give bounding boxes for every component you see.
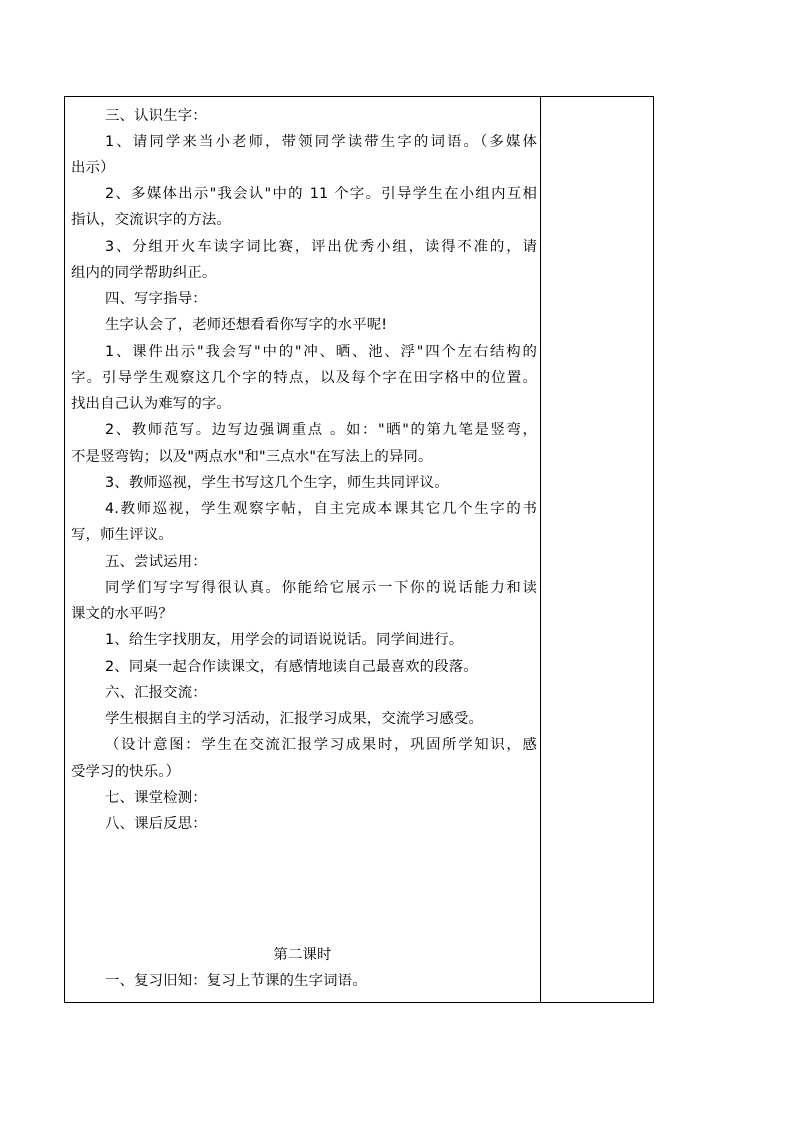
- lesson-content-cell: [65, 97, 540, 1002]
- heading-class-test: 七、课堂检测：: [105, 790, 207, 806]
- text-line: 生字认会了，老师还想看看你写字的水平呢!: [105, 317, 388, 333]
- heading-writing-guidance: 四、写字指导：: [105, 291, 207, 307]
- text-line: 2、多媒体出示"我会认"中的 11 个字。引导学生在小组内互相: [105, 186, 537, 202]
- heading-report-exchange: 六、汇报交流：: [105, 685, 207, 701]
- notes-cell: [541, 97, 653, 1002]
- text-line: 组内的同学帮助纠正。: [71, 265, 217, 281]
- heading-reflection: 八、课后反思：: [105, 816, 207, 832]
- text-line: 出示）: [71, 160, 115, 176]
- text-line: 不是竖弯钩；以及"两点水"和"三点水"在写法上的异同。: [71, 449, 433, 465]
- text-line: 一、复习旧知：复习上节课的生字词语。: [105, 973, 367, 989]
- text-line: 1、请同学来当小老师，带领同学读带生字的词语。（多媒体: [105, 134, 537, 150]
- text-line: 同学们写字写得很认真。你能给它展示一下你的说话能力和读: [105, 580, 537, 596]
- section-title-second-lesson: 第二课时: [273, 947, 332, 963]
- text-line: 3、教师巡视，学生书写这几个生字，师生共同评议。: [105, 475, 449, 491]
- text-line: 学生根据自主的学习活动，汇报学习成果，交流学习感受。: [105, 711, 484, 727]
- text-line: 2、同桌一起合作读课文，有感情地读自己最喜欢的段落。: [105, 659, 478, 675]
- text-line: 4.教师巡视，学生观察字帖，自主完成本课其它几个生字的书: [105, 501, 537, 517]
- text-line: 指认，交流识字的方法。: [71, 212, 231, 228]
- heading-recognize-characters: 三、认识生字：: [105, 108, 207, 124]
- text-line: 3、分组开火车读字词比赛，评出优秀小组，读得不准的，请: [105, 239, 537, 255]
- text-line: （设计意图：学生在交流汇报学习成果时，巩固所学知识，感: [105, 737, 537, 753]
- lesson-plan-table: [64, 96, 654, 1003]
- text-line: 1、给生字找朋友，用学会的词语说说话。同学间进行。: [105, 632, 464, 648]
- text-line: 2、教师范写。边写边强调重点 。如："晒"的第九笔是竖弯，: [105, 422, 537, 438]
- text-line: 找出自己认为难写的字。: [71, 396, 231, 412]
- heading-try-applying: 五、尝试运用：: [105, 554, 207, 570]
- text-line: 写，师生评议。: [71, 527, 173, 543]
- text-line: 1、课件出示"我会写"中的"冲、晒、池、浮"四个左右结构的: [105, 344, 537, 360]
- text-line: 字。引导学生观察这几个字的特点，以及每个字在田字格中的位置。: [71, 370, 537, 386]
- text-line: 受学习的快乐。）: [71, 764, 181, 780]
- text-line: 课文的水平吗？: [71, 606, 173, 622]
